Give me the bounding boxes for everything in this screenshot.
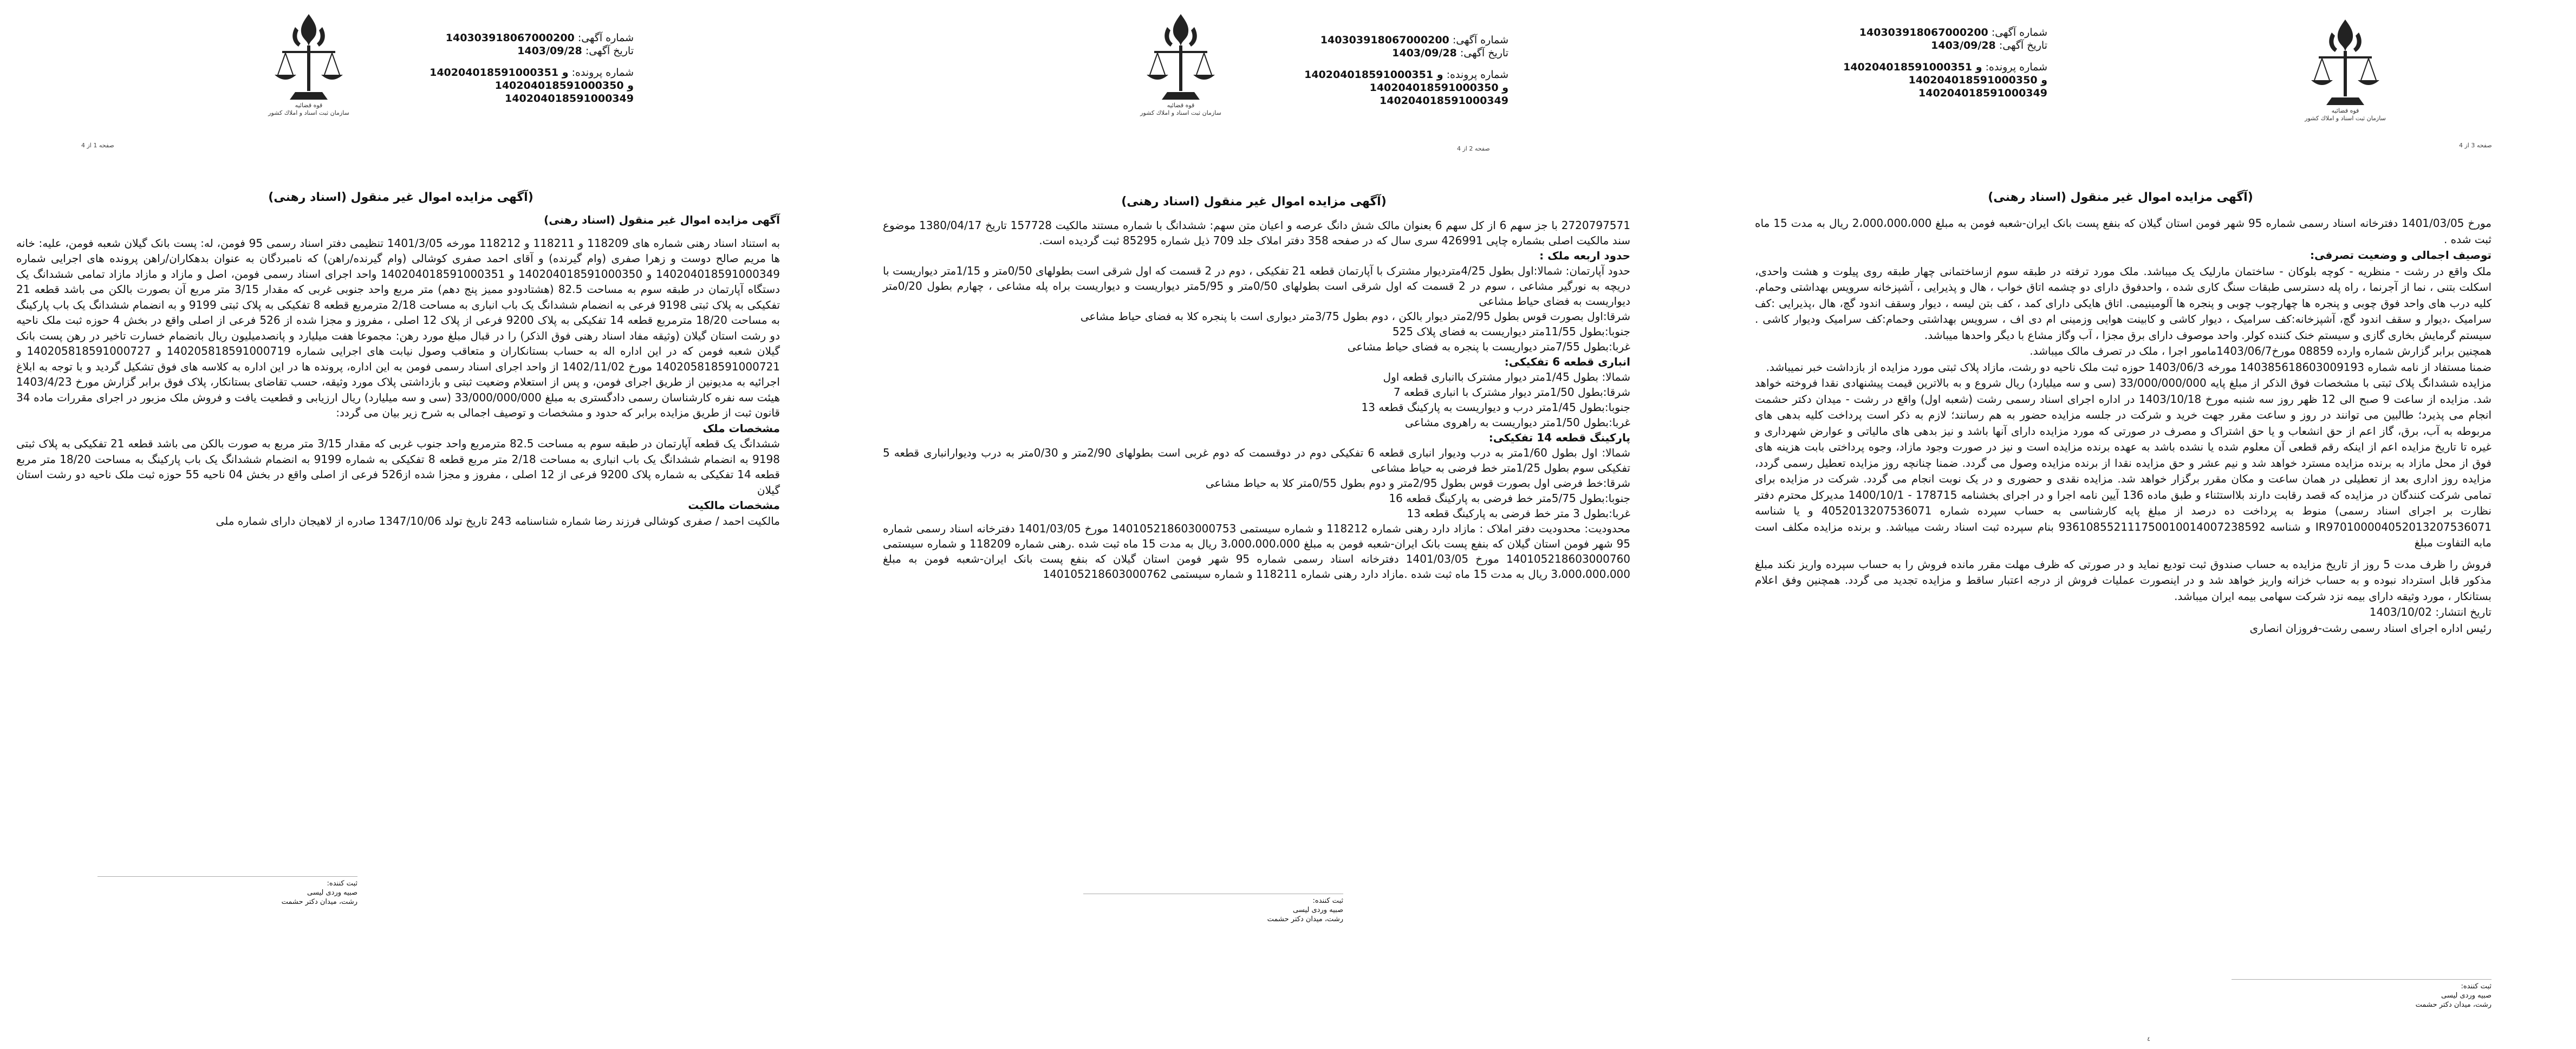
registrar-name: صبیه وردی لیسی [1293, 906, 1343, 914]
registrar-name: صبیه وردی لیسی [307, 889, 357, 897]
body-paragraph: جنوبا:بطول 5/75متر خط فرضی به پارکینگ قطعه 16 [1389, 492, 1630, 505]
body-paragraph: حدود آپارتمان: شمالا:اول بطول 4/25متردیوار مشترک با آپارتمان قطعه 21 تفکیکی ، دوم در 2 قسمت که اول شرقی است بطولهای 0/50متر و 1/15متر دیواریست با دریچه به نورگیر مشاعی ، سوم در 2 قسمت که اول شرقی است بطولهای 0/50متر و 5/95متر دیواریست و دیواریست براه پله مشاعی ، چهارم بطول 0/20متر دیواریست به فضای حیاط مشاعی [883, 264, 1631, 308]
page-number: صفحه 1 از 4 [81, 142, 114, 149]
case-no-2: 140204018591000350 و [1908, 74, 2047, 86]
case-no-1: 140204018591000351 و [430, 67, 569, 79]
section-title: حدود اربعه ملک : [1539, 249, 1630, 262]
registrar-address: رشت، میدان دکتر حشمت [281, 898, 357, 906]
body-paragraph: شرقا:بطول 1/50متر دیوار مشترک با انباری قطعه 7 [1393, 386, 1630, 399]
section-title: مشخصات مالکیت [688, 499, 780, 512]
notice-body [1755, 216, 2492, 636]
notice-body [16, 212, 780, 529]
body-paragraph: شمالا: بطول 1/45متر دیوار مشترک باانباری قطعه اول [1383, 370, 1630, 383]
judiciary-seal-logo [2288, 16, 2402, 127]
registrar-block [97, 876, 357, 907]
seal-org: سازمان ثبت اسناد و املاك كشور [268, 109, 349, 116]
notice-body [883, 218, 1630, 582]
notice-page-3 [0, 0, 802, 1049]
signatory: رئیس اداره اجرای اسناد رسمی رشت-فروزان انصاری [2249, 621, 2492, 635]
case-no-3: 140204018591000349 [1380, 95, 1508, 107]
page-number: صفحه 3 از 4 [2459, 142, 2492, 149]
body-paragraph: غربا:بطول 3 متر خط فرضی به پارکینگ قطعه 13 [1407, 507, 1630, 520]
registrar-label: ثبت کننده: [327, 879, 357, 888]
judiciary-seal-logo [1124, 11, 1238, 122]
section-title: مشخصات ملک [702, 421, 780, 435]
notice-meta [1304, 34, 1508, 107]
body-paragraph: شرقا:اول بصورت قوس بطول 2/95متر دیوار بالکن ، دوم بطول 3/75متر دیواری است با پنجره کلا به فضای حیاط مشاعی [1080, 310, 1630, 323]
page-footer-mark: ٤ [2147, 1035, 2150, 1043]
case-no-label: شماره پرونده: [1446, 69, 1508, 81]
judiciary-seal-logo [252, 11, 366, 122]
scales-of-justice-icon [1124, 11, 1238, 103]
body-paragraph: مالکیت احمد / صفری کوشالی فرزند رضا شماره شناسنامه 243 تاریخ تولد 1347/10/06 صادره از لاهیجان دارای شماره ملی [216, 514, 780, 527]
notice-date-label: تاریخ آگهی: [585, 45, 634, 57]
registrar-label: ثبت کننده: [2461, 982, 2492, 991]
body-paragraph: همچنین برابر گزارش شماره وارده 08859 مورخ1403/06/7مامور اجرا ، ملک در تصرف مالک میباشد. [2029, 344, 2492, 357]
notice-no-label: شماره آگهی: [1452, 34, 1508, 46]
body-paragraph: جنوبا:بطول 11/55متر دیواریست به فضای پلاک 525 [1392, 325, 1630, 338]
body-paragraph: ششدانگ یک قطعه آپارتمان در طبقه سوم به مساحت 82.5 مترمربع واحد جنوب غربی که مقدار 3/15 متر مربع به صورت بالکن می باشد قطعه 21 تفکیکی به پلاک ثبتی 9198 به انضمام ششدانگ یک باب انباری به مساحت 2/18 متر مربع قطعه 8 تفکیکی به شماره 9199 به انضمام ششدانگ یک باب پارکینگ به مساحت 18/20 متر مربع قطعه 14 تفکیکی به شماره پلاک 9200 فرعی از 12 اصلی ، مفروز و مجزا شده از526 فرعی از اصلی واقع در بخش 04 ناحیه 55 حوزه ثبت ملک ناحیه دو رشت استان گیلان [16, 437, 780, 497]
scales-of-justice-icon [2288, 16, 2402, 108]
notice-date: 1403/09/28 [1931, 40, 1996, 51]
notice-no-label: شماره آگهی: [1991, 27, 2047, 38]
seal-org: سازمان ثبت اسناد و املاك كشور [2305, 115, 2386, 122]
body-paragraph: شمالا: اول بطول 1/60متر به درب ودیوار انباری قطعه 6 تفکیکی دوم در دوقسمت که دوم غربی است بطولهای 2/90متر و 0/30متر به درب ودیوارانباری قطعه 5 تفکیکی سوم بطول 1/25متر خط فرضی به حیاط مشاعی [883, 446, 1630, 474]
notice-date: 1403/09/28 [517, 45, 582, 57]
notice-heading: (آگهی مزایده اموال غیر منقول (اسناد رهنی) [268, 191, 534, 204]
notice-no: 140303918067000200 [1320, 34, 1449, 46]
notice-date-label: تاریخ آگهی: [1460, 47, 1508, 59]
seal-title: قوه قضائيه [295, 102, 323, 109]
registrar-name: صبیه وردی لیسی [2441, 992, 2492, 1000]
seal-title: قوه قضائيه [1167, 102, 1195, 109]
registrar-block [2232, 979, 2492, 1009]
registrar-address: رشت، میدان دکتر حشمت [2415, 1001, 2492, 1009]
case-no-1: 140204018591000351 و [1304, 69, 1443, 81]
section-title: توصیف اجمالی و وضعیت تصرفی: [2310, 249, 2492, 262]
notice-date-label: تاریخ آگهی: [1999, 40, 2047, 51]
body-paragraph: ضمنا مستفاد از نامه شماره 140385618603009193 مورخه 1403/06/3 حوزه ثبت ملک ناحیه دو رشت، مازاد پلاک ثبتی مورد مزایده از بازداشت خبر نمیباشد. [1766, 360, 2492, 374]
publish-date: تاریخ انتشار: 1403/10/02 [2369, 605, 2492, 618]
notice-meta [430, 31, 634, 105]
body-paragraph: مورخ 1401/03/05 دفترخانه اسناد رسمی شماره 95 شهر فومن استان گیلان که بنفع پست بانک ایران-شعبه فومن به مبلغ 2،000،000،000 ریال به مدت 15 ماه ثبت شده . [1755, 217, 2492, 246]
body-paragraph: غربا:بطول 1/50متر دیواریست به راهروی مشاعی [1405, 416, 1630, 429]
case-no-1: 140204018591000351 و [1843, 61, 1982, 73]
body-paragraph: فروش را ظرف مدت 5 روز از تاریخ مزایده به حساب صندوق ثبت تودیع نماید و در صورتی که ظرف مهلت مقرر مانده فروش را به حساب سپرده واریز نکند مبلغ مذکور قابل استرداد نبوده و به حساب خزانه واریز خواهد شد و در اینصورت عملیات فروش از درجه اعتبار ساقط و مزایده تجدید می گردد. همچنین وفق اعلام بستانکار ، مورد وثیقه دارای بیمه نزد شرکت سهامی بیمه ایران میباشد. [1755, 557, 2492, 603]
body-paragraph: به استناد اسناد رهنی شماره های 118209 و 118211 و 118212 مورخه 1401/3/05 تنظیمی دفتر اسناد رسمی 95 فومن، له: پست بانک گیلان شعبه فومن، علیه: خانه ها مریم صالح دوست و زهرا صفری (وام گیرنده) و آقای احمد صفری کوشالی (وام گیرنده/راهن) که نامبردگان به عنوان بدهکاران/راهن پرونده های اجرایی شماره 140204018591000349 و 140204018591000350 و 140204018591000351 واحد اجرای اسناد رسمی فومن، اصل و مازاد و مازاد مازاد تمامی ششدانگ یک دستگاه آپارتمان در طبقه سوم به مساحت 82.5 (هشتادودو ممیز پنج دهم) متر مربع واحد جنوبی غربی که مقدار 3/15 متر مربع آن بصورت بالکن می باشد قطعه 21 تفکیکی به پلاک ثبتی 9198 فرعی به انضمام ششدانگ یک باب انباری به مساحت 2/18 مترمربع قطعه 8 تفکیکی به پلاک ثبتی 9199 و به انضمام ششدانگ یک باب پارکینگ به مساحت 18/20 مترمربع قطعه 14 تفکیکی به پلاک 9200 فرعی از پلاک 12 اصلی ، مفروز و مجزا شده از 526 فرعی از اصلی واقع در بخش 4 حوزه ثبت ملک ناحیه دو رشت استان گیلان (وثیقه مفاد اسناد رهنی فوق الذکر) را در قبال مبلغ مورد رهن: مجموعا هفت میلیارد و پانصدمیلیون ریال بانضمام خسارت تاخیر در رهن پست بانک گیلان شعبه فومن که در این اداره اله به حساب بستانکاران و متعاقب وصول نیابت های اجرایی شماره 140205818591000719 و 140205818591000727 و 140205818591000721 مورخ 1402/11/02 از واحد اجرای اسناد رسمی فومن به این اداره، پرونده ها در این اداره به کلاسه های فوق تشکیل گردید و با توجه به ابلاغ اجرائیه به مدیونین از طریق اجرای فومن، و پس از استعلام وضعیت ثبتی و بازداشتی پلاک مورد وثیقه، حسب تقاضای بستانکار، پلاک فوق برابر گزارش مورخ 1403/4/23 هیئت سه نفره کارشناسان رسمی دادگستری به مبلغ 33/000/000/000 (سی و سه میلیارد) ریال ارزیابی و قطعیت یافت و فروش ملک مزبور در اجرای مقررات ماده 34 قانون ثبت از طریق مزایده برابر که حدود و مشخصات و توصیف اجمالی به شرح زیر بیان می گردد: [16, 236, 780, 419]
registrar-label: ثبت کننده: [1312, 897, 1343, 905]
notice-no: 140303918067000200 [1859, 27, 1988, 38]
registrar-block [1083, 894, 1343, 924]
notice-meta [1843, 26, 2047, 100]
case-no-2: 140204018591000350 و [1369, 82, 1508, 94]
section-title: پارکینگ قطعه 14 تفکیکی: [1488, 431, 1630, 444]
page-number: صفحه 2 از 4 [1457, 145, 1490, 152]
case-no-3: 140204018591000349 [1918, 87, 2047, 99]
case-no-label: شماره پرونده: [1985, 61, 2047, 73]
notice-no-label: شماره آگهی: [577, 32, 634, 44]
notice-heading: (آگهی مزایده اموال غیر منقول (اسناد رهنی) [1988, 191, 2253, 204]
case-no-3: 140204018591000349 [505, 93, 634, 105]
body-paragraph: 2720797571 با جز سهم 6 از کل سهم 6 بعنوان مالک شش دانگ عرصه و اعیان متن سهم: ششدانگ با شماره مستند مالکیت 157728 تاریخ 1380/04/17 موضوع سند مالکیت اصلی بشماره چاپی 426991 سری سال که در صفحه 358 دفتر املاک جلد 709 ذیل شماره 85295 ثبت گردیده است. [883, 219, 1630, 247]
body-paragraph: جنوبا:بطول 1/45متر درب و دیواریست به پارکینگ قطعه 13 [1361, 401, 1630, 414]
notice-no: 140303918067000200 [445, 32, 575, 44]
notice-heading: (آگهی مزایده اموال غیر منقول (اسناد رهنی) [1121, 195, 1387, 209]
notice-date: 1403/09/28 [1392, 47, 1457, 59]
section-title: انباری قطعه 6 تفکیکی: [1504, 355, 1630, 368]
body-paragraph: محدودیت: محدودیت دفتر املاک : مازاد دارد رهنی شماره 118212 و شماره سیستمی 140105218603000753 مورخ 1401/03/05 دفترخانه اسناد رسمی شماره 95 شهر فومن استان گیلان که بنفع پست بانک ایران-شعبه فومن به مبلغ 3،000،000،000 ریال به مدت 15 ماه ثبت شده .رهنی شماره 118209 و شماره سیستمی 140105218603000760 مورخ 1401/03/05 دفترخانه اسناد رسمی شماره 95 شهر فومن استان گیلان که بنفع پست بانک ایران-شعبه فومن به مبلغ 3،000،000،000 ریال به مدت 15 ماه ثبت شده .مازاد دارد رهنی شماره 118211 و شماره سیستمی 140105218603000762 [883, 522, 1631, 581]
section-title: آگهی مزایده اموال غیر منقول (اسناد رهنی) [544, 213, 780, 226]
case-no-2: 140204018591000350 و [495, 80, 634, 92]
registrar-address: رشت، میدان دکتر حشمت [1267, 915, 1343, 923]
body-paragraph: ملک واقع در رشت - منظریه - کوچه بلوکان - ساختمان مارلیک یک میباشد. ملک مورد ترفته در طبقه سوم ازساختمانی چهار طبقه روی پیلوت و هشت واحدی، اسکلت بتنی ، نما از آجرنما ، راه پله دسترسی طبقات سنگ کاری شده ، واحدفوق دارای دو چشمه اتاق خواب ، هال و پذیرایی ، آشپزخانه سرویس بهداشتی وحمام. کلیه درب های واحد فوق چوبی و پنجره ها چهارچوب چوبی و پنجره ها آلومینیمی. اتاق هایکی دارای کمد ، کف بتن لیسه ، دیوار وسقف اندود گچ، هال ،پذیرایی :کف سرامیک ،دیوار و سقف اندود گچ، آشپزخانه:کف سرامیک ، دیوار کاشی و کابینت هوایی وزمینی ام دی اف ، سرویس بهداشتی وحمام:کف سرامیک ودیوار کاشی . سیستم گرمایش بخاری گازی و سیستم خنک کننده کولر. واحد موصوف دارای برق مجزا ، آب وگاز مشاع با دیگر واحدها میباشد. [1755, 264, 2492, 342]
notice-page-1 [1722, 0, 2524, 1049]
seal-org: سازمان ثبت اسناد و املاك كشور [1140, 109, 1221, 116]
body-paragraph: غربا:بطول 7/55متر دیواریست با پنجره به فضای حیاط مشاعی [1347, 340, 1630, 353]
body-paragraph: شرقا:خط فرضی اول بصورت قوس بطول 2/95متر و دوم بطول 0/55متر کلا به حیاط مشاعی [1205, 477, 1630, 490]
notice-page-2 [861, 0, 1663, 1049]
seal-title: قوه قضائيه [2331, 107, 2359, 114]
case-no-label: شماره پرونده: [571, 67, 634, 79]
body-paragraph: مزایده ششدانگ پلاک ثبتی با مشخصات فوق الذکر از مبلغ پایه 33/000/000/000 (سی و سه میلیارد) ریال شروع و به بالاترین قیمت پیشنهادی نقدا فروخته خواهد شد. مزایده از ساعت 9 صبح الی 12 ظهر روز سه شنبه مورخ 1403/10/18 در اداره اجرای اسناد رسمی رشت (شعبه اول) واقع در رشت - میدان دکتر حشمت انجام می پذیرد؛ طالبین می توانند در روز و ساعت مقرر جهت خرید و شرکت در جلسه مزایده حضور به هم رسانند؛ لازم به ذکر است پرداخت کلیه بدهی های مربوطه به آب، برق، گاز اعم از حق انشعاب و یا حق اشتراک و مصرف در صورتی که مورد مزایده دارای آنها باشد و نیز بدهی های مالیاتی و عوارض شهرداری و غیره تا تاریخ مزایده اعم از اینکه رقم قطعی آن معلوم شده یا نشده باشد به عهده برنده مزایده است و نیز در صورت وجود مازاد، وجوه پرداختی بابت هزینه های فوق از محل مازاد به برنده مزایده مسترد خواهد شد و نیم عشر و حق مزایده نقدا از برنده مزایده وصول می گردد. ضمنا چنانچه روز مزایده تعطیل رسمی گردد، مزایده روز اداری بعد از تعطیلی در همان ساعت و مکان مقرر برگزار خواهد شد. مزایده نقدی و حضوری و در یک نوبت انجام می گردد. شرکت در مزایده برای تمامی شرکت کنندگان در مزایده که قصد رقابت دارند بلااستثناء و طبق ماده 136 آیین نامه اجرا و در اجرای بخشنامه 178715 - 1400/10/1 مدیرکل محترم دفتر نظارت بر اجرای اسناد رسمی) منوط به پرداخت ده درصد از مبلغ پایه کارشناسی به حساب سپرده شماره 4052013207536071 و یا شناسه IR970100004052013207536071 و شناسه 936108552111750010014007238592 بنام سپرده ثبت اسناد رشت میباشد. و برنده مزایده مکلف است مابه التفاوت مبلغ [1755, 376, 2492, 549]
scales-of-justice-icon [252, 11, 366, 103]
